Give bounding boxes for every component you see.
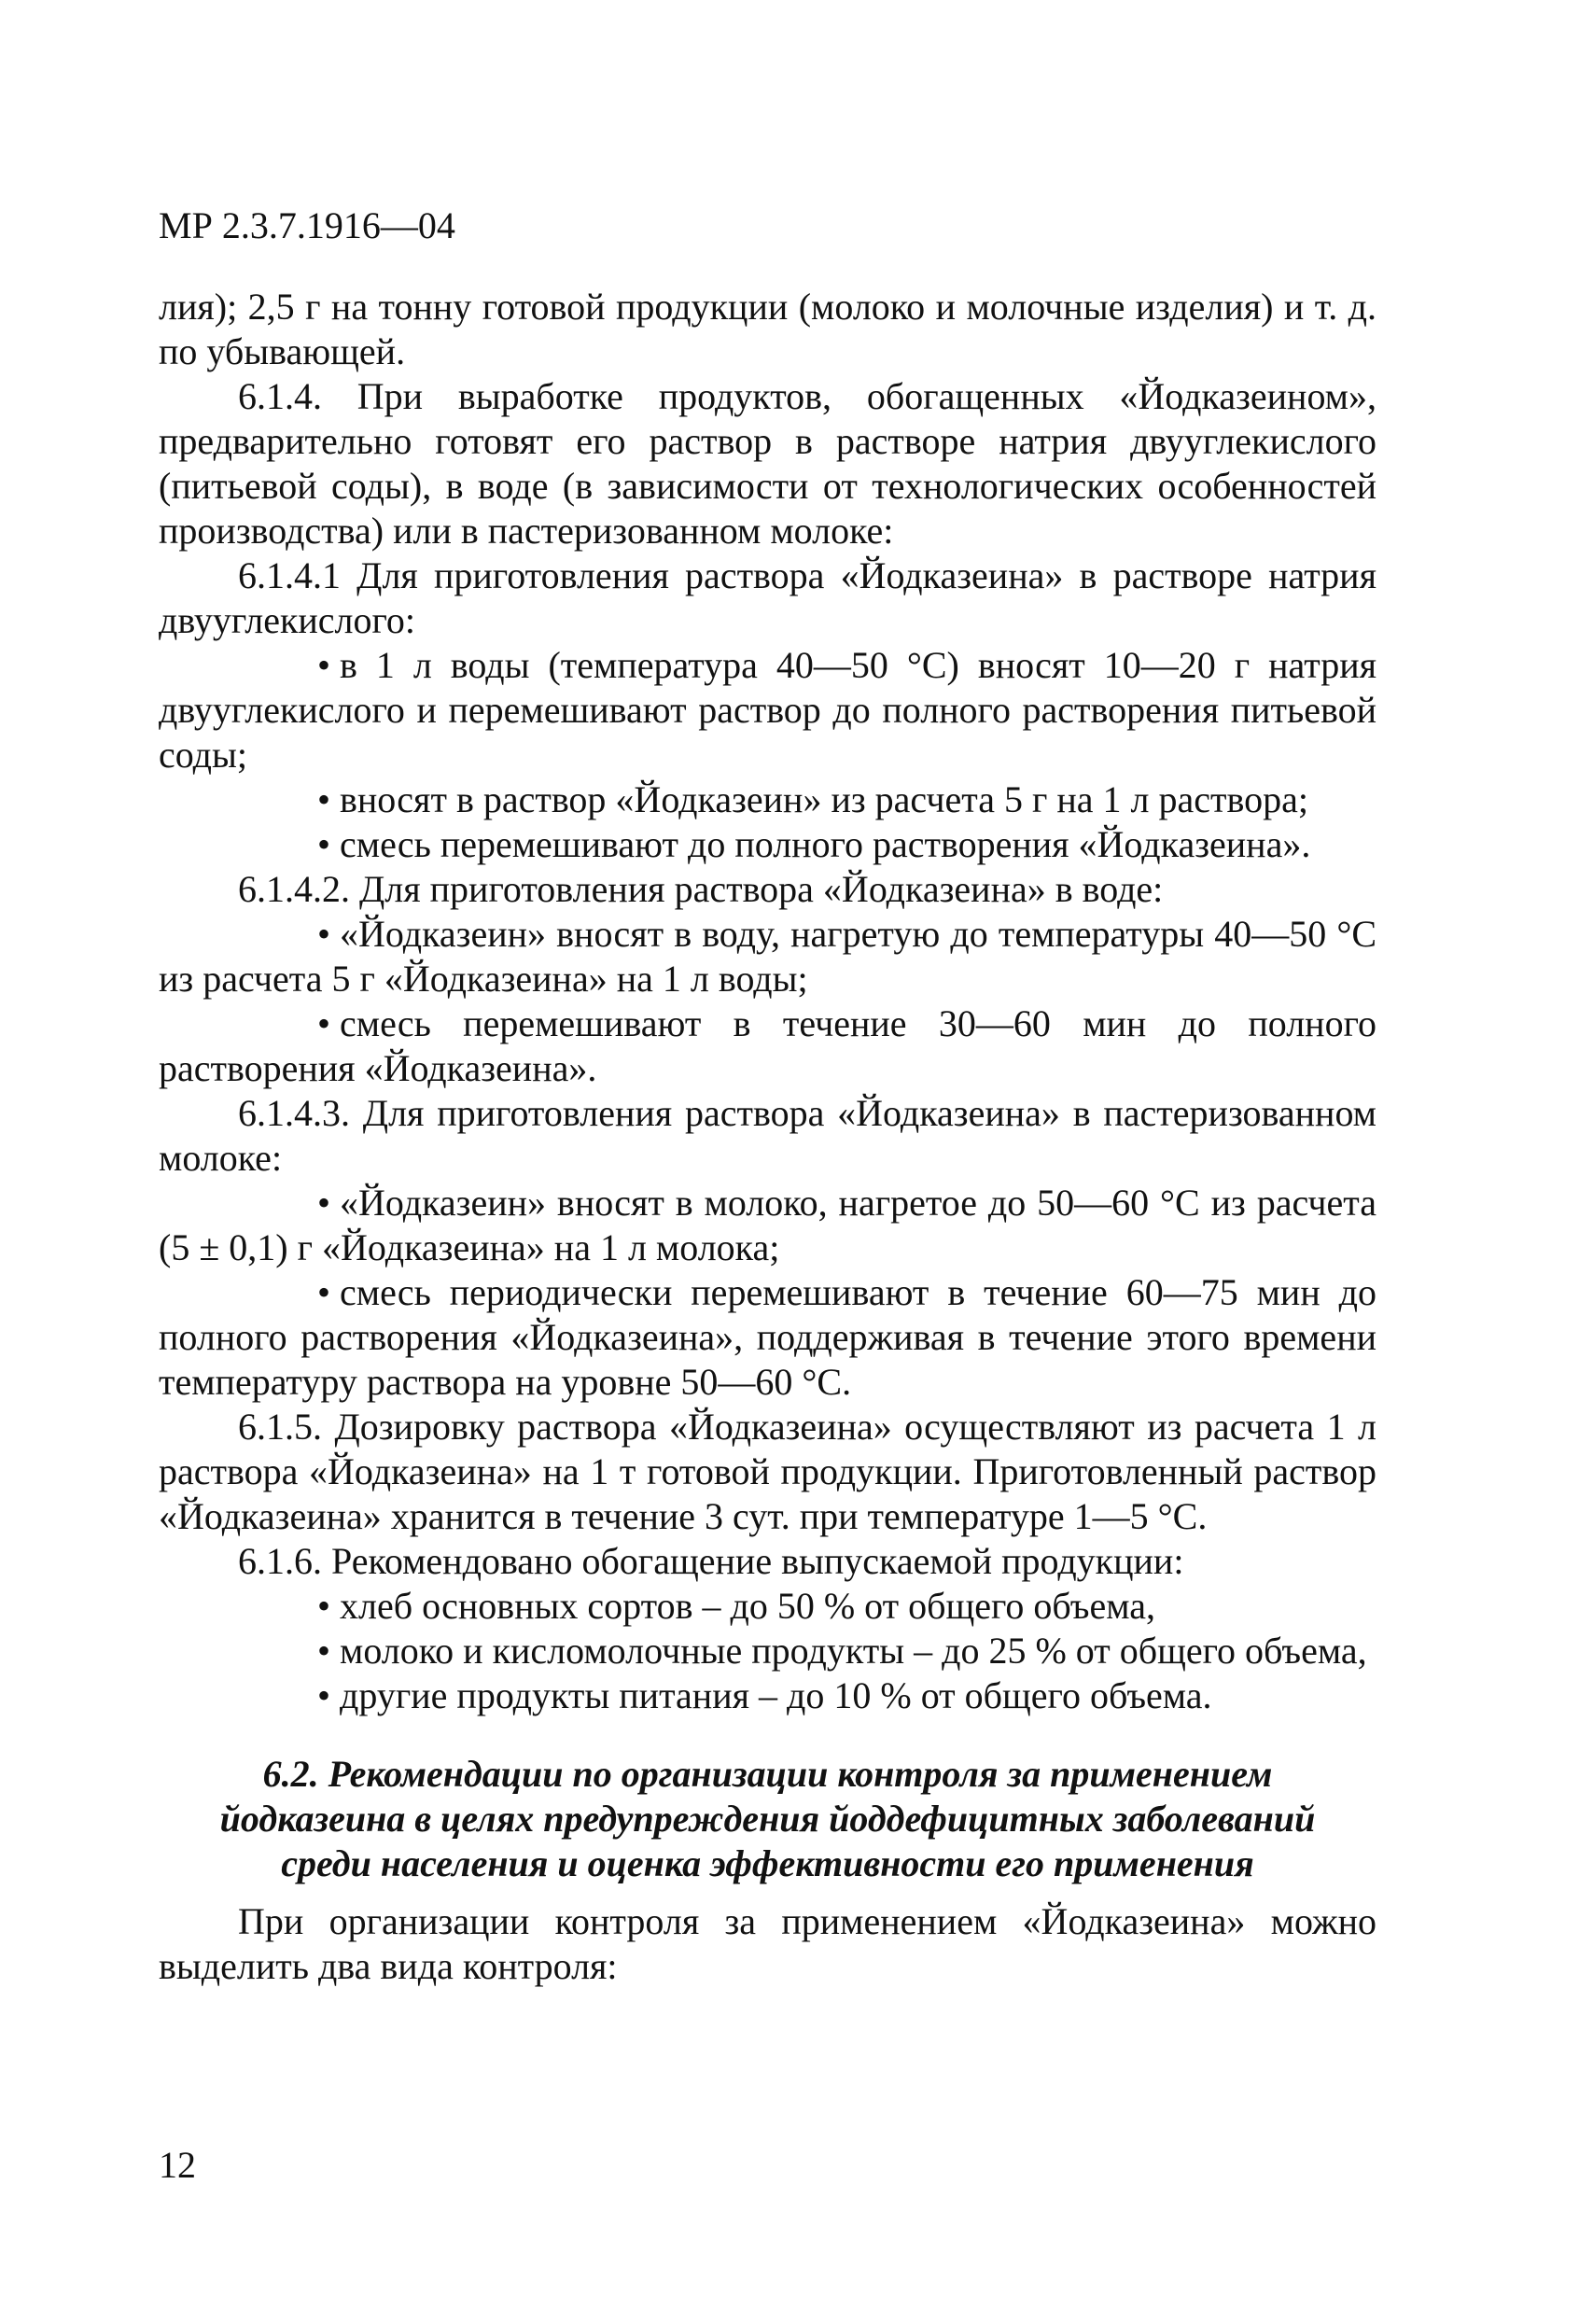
bullet-icon: •: [317, 1585, 331, 1627]
bullet-item: [159, 1673, 1376, 1718]
bullet-item: [159, 912, 1376, 1001]
bullet-icon: •: [317, 1271, 331, 1313]
bullet-item: [159, 1270, 1376, 1405]
closing-paragraph: При организации контроля за применением «Йодказеина» можно выделить два вида контроля:: [159, 1900, 1376, 1987]
bullet-text: смесь перемешивают до полного растворения «Йодказеина».: [340, 823, 1311, 865]
bullet-text: в 1 л воды (температура 40—50 °С) вносят 10—20 г натрия двууглекислого и перемешивают раствор до полного растворения питьевой соды;: [159, 644, 1376, 776]
bullet-icon: •: [317, 1630, 331, 1672]
section-heading-line: среди населения и оценка эффективности его применения: [281, 1842, 1254, 1884]
bullet-icon: •: [317, 823, 331, 865]
document-code-header: МР 2.3.7.1916—04: [159, 204, 455, 246]
bullet-text: «Йодказеин» вносят в воду, нагретую до температуры 40—50 °С из расчета 5 г «Йодказеина» на 1 л воды;: [159, 913, 1376, 1000]
bullet-icon: •: [317, 778, 331, 820]
paragraph-6-1-6: 6.1.6. Рекомендовано обогащение выпускаемой продукции:: [238, 1540, 1184, 1582]
bullet-text: другие продукты питания – до 10 % от общего объема.: [340, 1674, 1212, 1716]
bullet-item: [159, 1001, 1376, 1091]
section-heading-6-2: [159, 1752, 1376, 1886]
bullet-item: [159, 1584, 1376, 1629]
bullet-icon: •: [317, 1182, 331, 1224]
paragraph-6-1-4-2: 6.1.4.2. Для приготовления раствора «Йодказеина» в воде:: [238, 868, 1164, 910]
bullet-text: молоко и кисломолочные продукты – до 25 % от общего объема,: [340, 1630, 1367, 1672]
bullet-item: [159, 1181, 1376, 1270]
paragraph-6-1-4: 6.1.4. При выработке продуктов, обогащенных «Йодказеином», предварительно готовят его раствор в растворе натрия двууглекислого (питьевой соды), в воде (в зависимости от технологических особенностей производства) или в пастеризованном молоке:: [159, 375, 1376, 552]
bullet-text: хлеб основных сортов – до 50 % от общего объема,: [340, 1585, 1155, 1627]
bullet-item: [159, 777, 1376, 822]
paragraph-6-1-4-1: 6.1.4.1 Для приготовления раствора «Йодказеина» в растворе натрия двууглекислого:: [159, 554, 1376, 641]
bullet-text: вносят в раствор «Йодказеин» из расчета 5 г на 1 л раствора;: [340, 778, 1308, 820]
bullet-item: [159, 822, 1376, 867]
page-number: 12: [159, 2144, 196, 2186]
bullet-item: [159, 1629, 1376, 1673]
bullet-text: смесь периодически перемешивают в течение 60—75 мин до полного растворения «Йодказеина», поддерживая в течение этого времени температуру раствора на уровне 50—60 °С.: [159, 1271, 1376, 1403]
bullet-icon: •: [317, 913, 331, 955]
bullet-text: «Йодказеин» вносят в молоко, нагретое до 50—60 °С из расчета (5 ± 0,1) г «Йодказеина» на 1 л молока;: [159, 1182, 1376, 1268]
bullet-icon: •: [317, 644, 331, 686]
bullet-item: [159, 643, 1376, 777]
section-heading-line: йодказеина в целях предупреждения йоддефицитных заболеваний: [219, 1798, 1316, 1840]
bullet-text: смесь перемешивают в течение 30—60 мин до полного растворения «Йодказеина».: [159, 1002, 1376, 1089]
continuation-paragraph: лия); 2,5 г на тонну готовой продукции (молоко и молочные изделия) и т. д. по убывающей.: [159, 286, 1376, 372]
bullet-icon: •: [317, 1674, 331, 1716]
body-text: [159, 285, 1376, 1989]
section-heading-line: 6.2. Рекомендации по организации контроля за применением: [262, 1753, 1273, 1795]
paragraph-6-1-5: 6.1.5. Дозировку раствора «Йодказеина» осуществляют из расчета 1 л раствора «Йодказеина» на 1 т готовой продукции. Приготовленный раствор «Йодказеина» хранится в течение 3 сут. при температуре 1—5 °С.: [159, 1406, 1376, 1537]
paragraph-6-1-4-3: 6.1.4.3. Для приготовления раствора «Йодказеина» в пастеризованном молоке:: [159, 1092, 1376, 1179]
bullet-icon: •: [317, 1002, 331, 1044]
